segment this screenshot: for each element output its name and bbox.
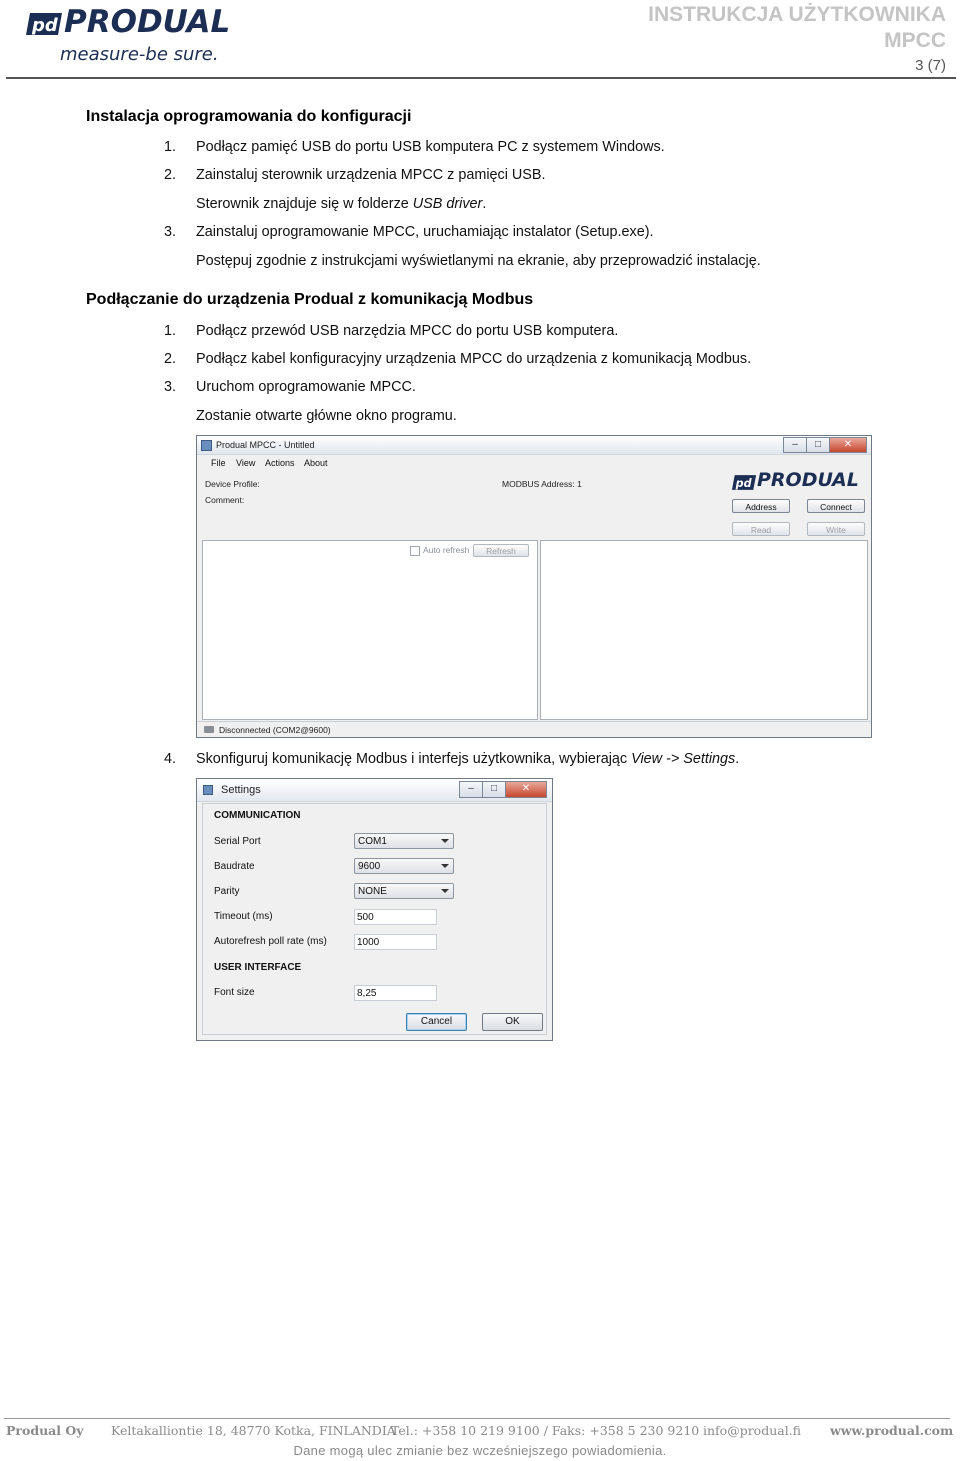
chevron-down-icon — [441, 839, 449, 843]
menu-actions[interactable]: Actions — [265, 458, 295, 468]
user-interface-heading: USER INTERFACE — [214, 962, 302, 973]
footer-company: Produal Oy — [6, 1423, 84, 1438]
step-number: 3. — [164, 224, 177, 240]
svg-text:pd: pd — [32, 15, 58, 36]
close-icon[interactable]: ✕ — [505, 781, 547, 798]
autorefresh-label: Autorefresh poll rate (ms) — [214, 936, 327, 947]
write-button[interactable]: Write — [807, 522, 865, 536]
menu-view[interactable]: View — [236, 458, 256, 468]
disconnected-plug-icon — [204, 726, 214, 733]
step-text-menu-path: View -> Settings — [631, 751, 736, 767]
document-title-line1: INSTRUKCJA UŻYTKOWNIKA — [648, 3, 946, 26]
font-size-label: Font size — [214, 987, 255, 998]
pd-logo-icon — [24, 9, 64, 39]
step-text — [196, 751, 739, 767]
section-title-connecting: Podłączanie do urządzenia Produal z komunikacją Modbus — [86, 291, 534, 308]
serial-port-label: Serial Port — [214, 836, 261, 847]
step-number: 3. — [164, 379, 177, 395]
comment-label: Comment: — [205, 495, 245, 505]
step-text: Podłącz przewód USB narzędzia MPCC do portu USB komputera. — [196, 323, 619, 339]
step-text: Zainstaluj oprogramowanie MPCC, uruchamiając instalator (Setup.exe). — [196, 224, 654, 240]
document-title — [648, 2, 946, 54]
window-title: Settings — [221, 784, 261, 796]
serial-port-select[interactable] — [354, 833, 454, 849]
parity-value: NONE — [358, 886, 387, 897]
footer-phone: Tel.: +358 10 219 9100 / Faks: +358 5 230 9210 — [391, 1423, 700, 1438]
menu-file[interactable]: File — [211, 458, 226, 468]
device-profile-label: Device Profile: — [205, 479, 260, 489]
parity-select[interactable] — [354, 883, 454, 899]
logo-wordmark: PRODUAL — [64, 4, 231, 40]
timeout-label: Timeout (ms) — [214, 911, 273, 922]
settings-panel — [202, 803, 547, 1035]
step-text: Zainstaluj sterownik urządzenia MPCC z pamięci USB. — [196, 167, 546, 183]
header-divider — [6, 77, 956, 79]
communication-heading: COMMUNICATION — [214, 810, 301, 821]
maximize-icon[interactable]: □ — [806, 437, 830, 453]
step-text: Podłącz kabel konfiguracyjny urządzenia MPCC do urządzenia z komunikacją Modbus. — [196, 351, 752, 367]
chevron-down-icon — [441, 889, 449, 893]
status-bar — [197, 721, 871, 737]
settings-window-screenshot — [196, 778, 553, 1041]
step-note-text: Sterownik znajduje się w folderze — [196, 196, 413, 212]
timeout-input[interactable]: 500 — [354, 909, 437, 925]
baudrate-value: 9600 — [358, 861, 381, 872]
step-note-folder: USB driver — [412, 196, 483, 212]
step-note: Zostanie otwarte główne okno programu. — [196, 408, 457, 424]
produal-logo-small — [731, 471, 866, 495]
step-text-main: Skonfiguruj komunikację Modbus i interfejs użytkownika, wybierając — [196, 751, 632, 767]
footer-website[interactable]: www.produal.com — [830, 1423, 954, 1438]
produal-logo — [24, 6, 254, 68]
left-pane — [202, 540, 538, 720]
parity-label: Parity — [214, 886, 240, 897]
window-titlebar — [197, 436, 871, 455]
baudrate-select[interactable] — [354, 858, 454, 874]
footer-disclaimer: Dane mogą ulec zmianie bez wcześniejszego powiadomienia. — [293, 1443, 667, 1458]
app-icon — [201, 440, 212, 451]
chevron-down-icon — [441, 864, 449, 868]
maximize-icon[interactable]: □ — [482, 781, 506, 798]
pd-logo-icon — [731, 473, 757, 492]
step-number: 2. — [164, 351, 177, 367]
autorefresh-input[interactable]: 1000 — [354, 934, 437, 950]
connection-status: Disconnected (COM2@9600) — [219, 725, 331, 735]
step-number: 1. — [164, 139, 177, 155]
step-note — [196, 196, 486, 212]
ok-button[interactable]: OK — [482, 1013, 543, 1031]
mpcc-main-window-screenshot — [196, 435, 872, 738]
window-title: Produal MPCC - Untitled — [216, 440, 315, 450]
svg-text:pd: pd — [735, 477, 752, 491]
window-titlebar — [197, 779, 552, 802]
footer-address: Keltakalliontie 18, 48770 Kotka, FINLANDIA — [111, 1423, 396, 1438]
connect-button[interactable]: Connect — [807, 499, 865, 513]
refresh-button[interactable]: Refresh — [473, 544, 529, 557]
cancel-button[interactable]: Cancel — [406, 1013, 467, 1031]
footer-email[interactable]: info@produal.fi — [703, 1423, 802, 1438]
step-number: 4. — [164, 751, 177, 767]
menu-bar — [197, 454, 871, 470]
step-number: 2. — [164, 167, 177, 183]
step-note: Postępuj zgodnie z instrukcjami wyświetlanymi na ekranie, aby przeprowadzić instalację. — [196, 253, 761, 269]
modbus-address: MODBUS Address: 1 — [502, 479, 582, 489]
document-title-line2: MPCC — [884, 29, 946, 52]
baudrate-label: Baudrate — [214, 861, 255, 872]
address-button[interactable]: Address — [732, 499, 790, 513]
logo-slogan: measure-be sure. — [60, 44, 219, 65]
caption-buttons — [784, 437, 867, 453]
section-title-installation: Instalacja oprogramowania do konfiguracji — [86, 108, 412, 125]
auto-refresh-label: Auto refresh — [423, 545, 470, 555]
caption-buttons — [460, 781, 547, 798]
close-icon[interactable]: ✕ — [829, 437, 867, 453]
minimize-icon[interactable]: – — [459, 781, 483, 798]
step-note-end: . — [482, 196, 487, 212]
step-text: Uruchom oprogramowanie MPCC. — [196, 379, 416, 395]
auto-refresh-checkbox[interactable] — [410, 546, 420, 556]
menu-about[interactable]: About — [304, 458, 328, 468]
minimize-icon[interactable]: – — [783, 437, 807, 453]
logo-wordmark: PRODUAL — [757, 469, 859, 491]
right-pane — [540, 540, 868, 720]
step-text-end: . — [735, 751, 740, 767]
settings-app-icon — [203, 785, 213, 795]
step-text: Podłącz pamięć USB do portu USB komputera PC z systemem Windows. — [196, 139, 665, 155]
step-number: 1. — [164, 323, 177, 339]
font-size-input[interactable]: 8,25 — [354, 985, 437, 1001]
serial-port-value: COM1 — [358, 836, 387, 847]
page-number: 3 (7) — [915, 57, 946, 74]
read-button[interactable]: Read — [732, 522, 790, 536]
footer-divider — [4, 1418, 950, 1419]
